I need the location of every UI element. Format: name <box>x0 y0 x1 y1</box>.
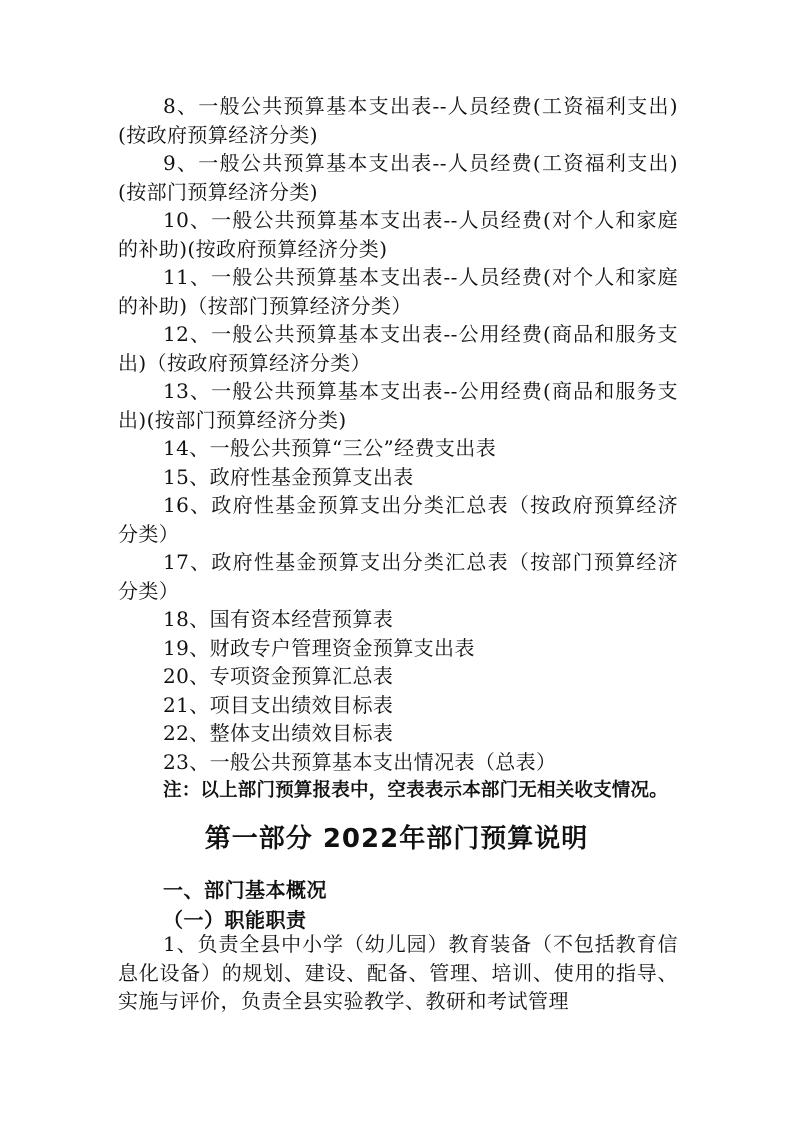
empty-table-note: 注：以上部门预算报表中，空表表示本部门无相关收支情况。 <box>163 780 668 801</box>
report-list-item: 21、项目支出绩效目标表 <box>163 692 394 717</box>
report-list-item: 17、政府性基金预算支出分类汇总表（按部门预算经济分类） <box>118 550 678 603</box>
section-heading: 一、部门基本概况 <box>163 878 327 902</box>
report-list-item: 9、一般公共预算基本支出表--人员经费(工资福利支出)(按部门预算经济分类) <box>118 151 678 204</box>
report-list-item: 8、一般公共预算基本支出表--人员经费(工资福利支出)(按政府预算经济分类) <box>118 94 678 147</box>
report-list-item: 18、国有资本经营预算表 <box>163 607 394 631</box>
report-list-item: 13、一般公共预算基本支出表--公用经费(商品和服务支出)(按部门预算经济分类) <box>118 379 678 432</box>
report-list-item: 12、一般公共预算基本支出表--公用经费(商品和服务支出)（按政府预算经济分类） <box>118 322 678 375</box>
report-list-item: 22、整体支出绩效目标表 <box>163 721 394 745</box>
report-list-item: 14、一般公共预算“三公”经费支出表 <box>163 436 497 460</box>
report-list <box>118 92 678 806</box>
duties-paragraph: 1、负责全县中小学（幼儿园）教育装备（不包括教育信息化设备）的规划、建设、配备、管理、培训、使用的指导、实施与评价，负责全县实验教学、教研和考试管理 <box>118 932 678 1013</box>
report-list-item: 11、一般公共预算基本支出表--人员经费(对个人和家庭的补助)（按部门预算经济分类） <box>118 265 678 318</box>
report-list-item: 23、一般公共预算基本支出情况表（总表） <box>163 749 557 774</box>
report-list-item: 10、一般公共预算基本支出表--人员经费(对个人和家庭的补助)(按政府预算经济分类) <box>118 208 678 261</box>
report-list-item: 16、政府性基金预算支出分类汇总表（按政府预算经济分类） <box>118 493 678 546</box>
subsection-heading: （一）职能职责 <box>163 908 307 932</box>
report-list-item: 15、政府性基金预算支出表 <box>163 464 414 489</box>
report-list-item: 19、财政专户管理资金预算支出表 <box>163 635 475 660</box>
report-list-item: 20、专项资金预算汇总表 <box>163 664 394 688</box>
part-title: 第一部分 2022年部门预算说明 <box>204 824 589 854</box>
